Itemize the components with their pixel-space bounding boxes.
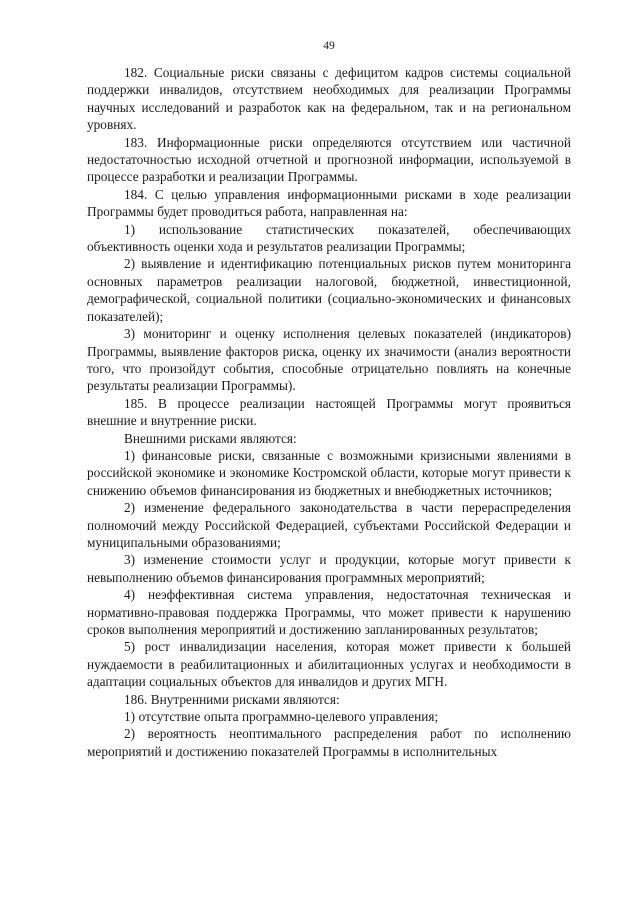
document-page	[87, 0, 571, 903]
external-risk-5: 5) рост инвалидизации населения, которая может привести к большей нуждаемости в реабилитационных и абилитационных услугах и необходимости в адаптации социальных объектов для инвалидов и других МГН.	[87, 639, 571, 690]
document-body	[87, 64, 571, 760]
paragraph-186: 186. Внутренними рисками являются:	[124, 691, 340, 707]
external-risks-heading: Внешними рисками являются:	[124, 430, 297, 446]
paragraph-185: 185. В процессе реализации настоящей Программы могут проявиться внешние и внутренние риски.	[87, 395, 571, 429]
paragraph-184: 184. С целью управления информационными рисками в ходе реализации Программы будет проводиться работа, направленная на:	[87, 186, 571, 220]
external-risk-2: 2) изменение федерального законодательства в части перераспределения полномочий между Российской Федерацией, субъектами Российской Федерации и муниципальными образованиями;	[87, 500, 571, 550]
external-risk-4: 4) неэффективная система управления, недостаточная техническая и нормативно-правовая поддержка Программы, что может привести к нарушению сроков выполнения мероприятий и достижению запланированных результатов;	[87, 587, 571, 637]
external-risk-3: 3) изменение стоимости услуг и продукции, которые могут привести к невыполнению объемов финансирования программных мероприятий;	[87, 552, 571, 585]
paragraph-182: 182. Социальные риски связаны с дефицитом кадров системы социальной поддержки инвалидов, отсутствием необходимых для реализации Программы научных исследований и разработок как на федеральном, так и на региональном уровнях.	[87, 65, 571, 133]
list-item-184-3: 3) мониторинг и оценку исполнения целевых показателей (индикаторов) Программы, выявление факторов риска, оценку их значимости (анализ вероятности того, что произойдут события, способные отрицательно повлиять на конечные результаты реализации Программы).	[87, 326, 571, 394]
internal-risk-1: 1) отсутствие опыта программно-целевого управления;	[124, 709, 439, 725]
paragraph-183: 183. Информационные риски определяются отсутствием или частичной недостаточностью исходной отчетной и прогнозной информации, используемой в процессе разработки и реализации Программы.	[87, 134, 571, 185]
list-item-184-1: 1) использование статистических показателей, обеспечивающих объективность оценки хода и результатов реализации Программы;	[87, 221, 571, 255]
internal-risk-2: 2) вероятность неоптимального распределения работ по исполнению мероприятий и достижению показателей Программы в исполнительных	[87, 726, 571, 759]
page-number: 49	[323, 40, 335, 52]
external-risk-1: 1) финансовые риски, связанные с возможными кризисными явлениями в российской экономике и экономике Костромской области, которые могут привести к снижению объемов финансирования из бюджетных и внебюджетных источников;	[87, 447, 571, 498]
list-item-184-2: 2) выявление и идентификацию потенциальных рисков путем мониторинга основных параметров реализации налоговой, бюджетной, инвестиционной, демографической, социальной политики (социально-экономических и финансовых показателей);	[87, 256, 571, 324]
